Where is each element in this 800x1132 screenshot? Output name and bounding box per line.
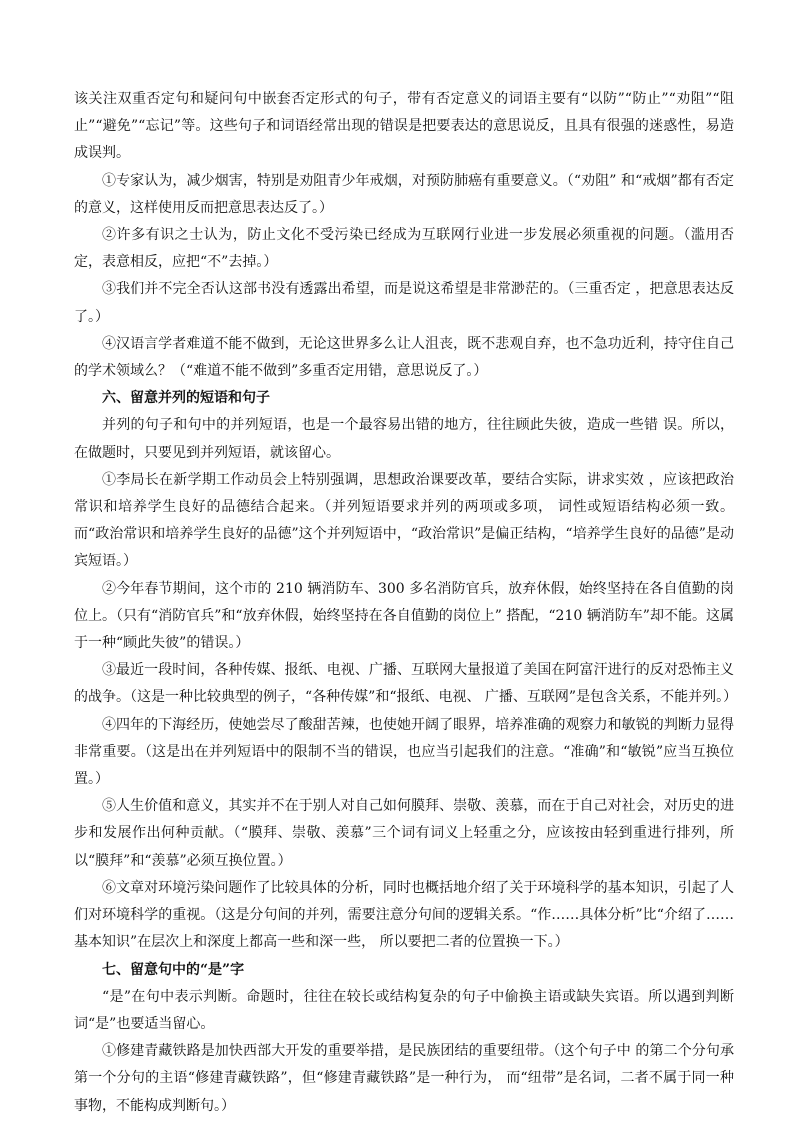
parallel-example-1: ①李局长在新学期工作动员会上特别强调，思想政治课要改革，要结合实际，讲求实效 ，应该把政治常识和培养学生良好的品德结合起来。（并列短语要求并列的两项或多项， 词性或短语结构必须一致。而“政治常识和培养学生良好的品德”这个并列短语中，“政治常识”是偏正结构，“培养学生良好的品德”是动宾短语。） (74, 471, 734, 570)
document-page (74, 86, 738, 1120)
parallel-example-3: ③最近一段时间，各种传媒、报纸、电视、广播、互联网大量报道了美国在阿富汗进行的反对恐怖主义的战争。（这是一种比较典型的例子，“各种传媒”和“报纸、电视、 广播、互联网”是包含关系，不能并列。） (74, 662, 738, 706)
parallel-example-4: ④四年的下海经历，使她尝尽了酸甜苦辣，也使她开阔了眼界，培养准确的观察力和敏锐的判断力显得非常重要。（这是出在并列短语中的限制不当的错误，也应当引起我们的注意。“准确”和“敏锐”应当互换位置。） (74, 716, 734, 788)
shi-example-1: ①修建青藏铁路是加快西部大开发的重要举措，是民族团结的重要纽带。（这个句子中 的第二个分句承第一个分句的主语“修建青藏铁路”，但“修建青藏铁路”是一种行为， 而“纽带”是名词，二者不属于同一种事物，不能构成判断句。） (74, 1043, 734, 1114)
negation-example-1: ①专家认为，减少烟害，特别是劝阻青少年戒烟，对预防肺癌有重要意义。（“劝阻” 和“戒烟”都有否定的意义，这样使用反而把意思表达反了。） (74, 172, 734, 216)
parallel-example-6: ⑥文章对环境污染问题作了比较具体的分析，同时也概括地介绍了关于环境科学的基本知识，引起了人们对环境科学的重视。（这是分句间的并列，需要注意分句间的逻辑关系。“作……具体分析”比“介绍了……基本知识”在层次上和深度上都高一些和深一些， 所以要把二者的位置换一下。） (74, 879, 734, 951)
parallel-example-2: ②今年春节期间，这个市的 210 辆消防车、300 多名消防官兵，放弃休假，始终坚持在各自值勤的岗位上。（只有“消防官兵”和“放弃休假，始终坚持在各自值勤的岗位上” 搭配，“210 辆消防车”却不能。这属于一种“顾此失彼”的错误。） (74, 580, 734, 652)
section-6-intro: 并列的句子和句中的并列短语，也是一个最容易出错的地方，往往顾此失彼，造成一些错 误。所以，在做题时，只要见到并列短语，就该留心。 (74, 417, 734, 461)
section-7-heading: 七、留意句中的“是”字 (102, 961, 245, 978)
parallel-example-5: ⑤人生价值和意义，其实并不在于别人对自己如何膜拜、崇敬、羡慕，而在于自己对社会，对历史的进步和发展作出何种贡献。（“膜拜、崇敬、羡慕”三个词有词义上轻重之分，应该按由轻到重进行排列，所以“膜拜”和“羡慕”必须互换位置。） (74, 798, 734, 869)
intro-paragraph: 该关注双重否定句和疑问句中嵌套否定形式的句子，带有否定意义的词语主要有“以防”“防止”“劝阻”“阻止”“避免”“忘记”等。这些句子和词语经常出现的错误是把要表达的意思说反，且具有很强的迷惑性，易造成误判。 (74, 91, 734, 162)
section-6-heading: 六、留意并列的短语和句子 (102, 390, 270, 407)
negation-example-2: ②许多有识之士认为，防止文化不受污染已经成为互联网行业进一步发展必须重视的问题。（滥用否定，表意相反，应把“不”去掉。） (74, 227, 734, 271)
negation-example-3: ③我们并不完全否认这部书没有透露出希望，而是说这希望是非常渺茫的。（三重否定 ，把意思表达反了。） (74, 281, 734, 325)
negation-example-4: ④汉语言学者难道不能不做到，无论这世界多么让人沮丧，既不悲观自弃，也不急功近利，持守住自己的学术领域么？（“难道不能不做到”多重否定用错，意思说反了。） (74, 335, 734, 380)
section-7-intro: “是”在句中表示判断。命题时，往往在较长或结构复杂的句子中偷换主语或缺失宾语。所以遇到判断词“是”也要适当留心。 (74, 988, 734, 1032)
